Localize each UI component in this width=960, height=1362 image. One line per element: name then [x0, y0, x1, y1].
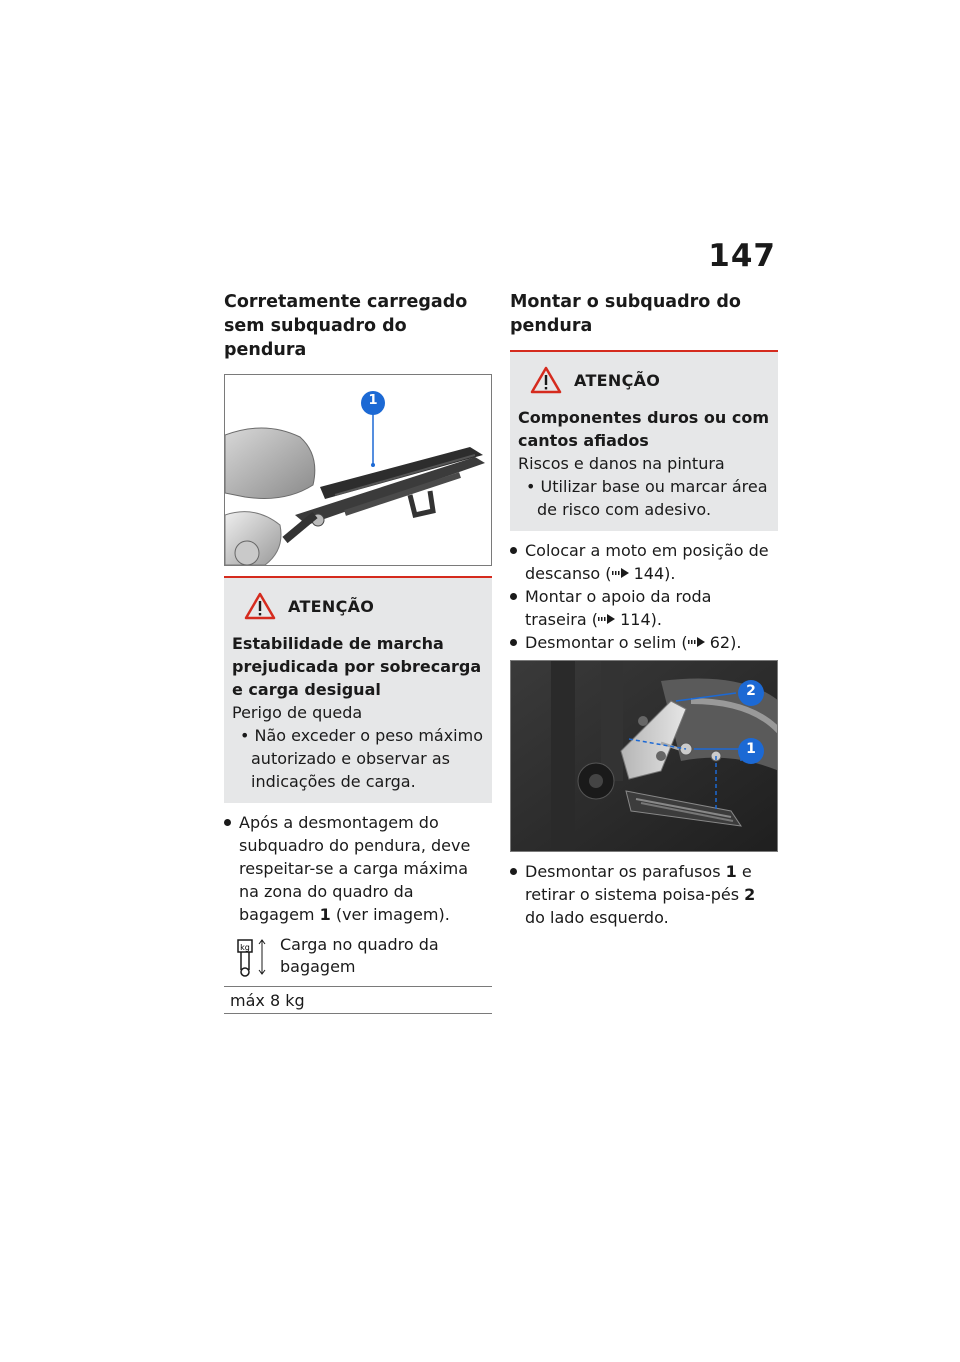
warning-triangle-icon	[530, 366, 562, 394]
step-text: Desmontar o selim (	[525, 633, 688, 652]
warning-action: • Utilizar base ou marcar área de risco com adesivo.	[526, 477, 768, 519]
warning-header	[244, 592, 484, 620]
step-item	[510, 539, 778, 585]
left-column	[224, 290, 492, 1014]
callout-2: 2	[746, 683, 756, 699]
step-text: Colocar a moto em posição de descanso (	[525, 541, 769, 583]
step-page-ref[interactable]: 144	[633, 564, 665, 583]
page-reference-arrow-icon	[612, 568, 629, 578]
spec-table	[224, 932, 492, 1014]
warning-consequence: Riscos e danos na pintura	[518, 454, 725, 473]
section-heading-left: Corretamente carregado sem subquadro do pendura	[224, 292, 468, 360]
warning-header	[530, 366, 770, 394]
step-ref: 1	[725, 862, 737, 881]
step-text: Montar o apoio da roda traseira (	[525, 587, 712, 629]
step-end: ).	[730, 633, 742, 652]
step-end: ).	[664, 564, 676, 583]
svg-text:kg: kg	[240, 943, 250, 952]
luggage-rack-load-icon	[230, 936, 274, 980]
warning-subject: Estabilidade de marcha prejudicada por sobrecarga e carga desigual	[232, 634, 482, 699]
step-item	[224, 811, 492, 926]
right-column	[510, 290, 778, 929]
warning-title: ATENÇÃO	[288, 596, 375, 616]
step-item	[510, 631, 778, 654]
step-page-ref[interactable]: 114	[620, 610, 651, 629]
warning-title: ATENÇÃO	[574, 370, 661, 390]
steps-right-final	[510, 860, 778, 929]
warning-consequence: Perigo de queda	[232, 703, 363, 722]
page-number: 147	[708, 238, 776, 274]
footrest-figure	[510, 660, 778, 852]
step-end: ).	[650, 610, 662, 629]
step-page-ref[interactable]: 62	[709, 633, 731, 652]
steps-right	[510, 539, 778, 654]
step-item	[510, 860, 778, 929]
step-ref: 2	[744, 885, 756, 904]
callout-1: 1	[368, 393, 378, 408]
luggage-rack-figure	[224, 374, 492, 566]
step-text: Após a desmontagem do subquadro do pendura, deve respeitar-se a carga máxima na zona do quadro da bagagem	[239, 813, 471, 924]
spec-label: Carga no quadro da bagagem	[280, 935, 439, 976]
page-reference-arrow-icon	[598, 614, 615, 624]
page-reference-arrow-icon	[688, 637, 705, 647]
warning-subject: Componentes duros ou com cantos afiados	[518, 408, 769, 450]
step-text: Desmontar os parafusos	[525, 862, 721, 881]
warning-triangle-icon	[244, 592, 276, 620]
warning-action: • Não exceder o peso máximo autorizado e observar as indicações de carga.	[240, 726, 483, 791]
luggage-rack-illustration	[225, 375, 492, 565]
steps-left	[224, 811, 492, 926]
step-text: do lado esquerdo.	[525, 908, 669, 927]
step-item	[510, 585, 778, 631]
callout-1: 1	[746, 741, 756, 757]
step-ref: 1	[319, 905, 331, 924]
warning-box-right	[510, 350, 778, 531]
step-text: e retirar o sistema poisa-pés	[525, 862, 752, 904]
section-heading-right: Montar o subquadro do pendura	[510, 292, 741, 336]
warning-box-left	[224, 576, 492, 803]
spec-value: máx 8 kg	[230, 991, 305, 1010]
spec-header-row	[224, 932, 492, 987]
step-suffix: (ver imagem).	[335, 905, 450, 924]
